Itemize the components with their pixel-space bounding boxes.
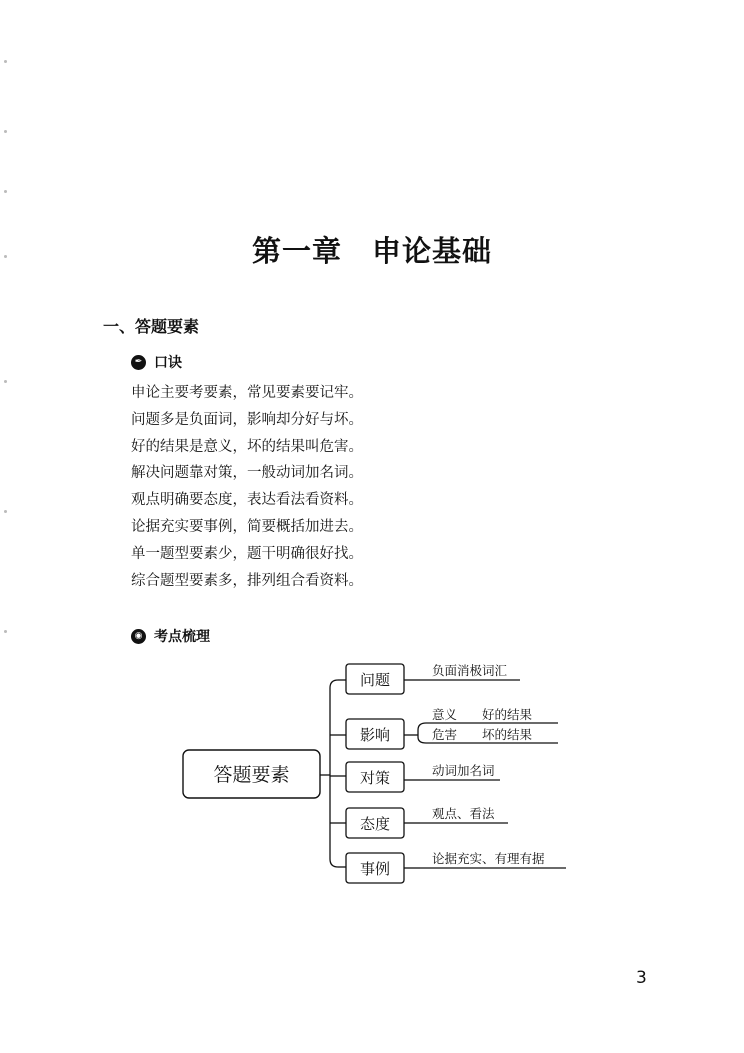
branch-label: 事例 xyxy=(359,860,391,878)
mindmap-branch xyxy=(346,762,404,792)
branch-note: 意义 好的结果 xyxy=(432,707,533,722)
branch-label: 影响 xyxy=(359,726,391,744)
branch-label: 态度 xyxy=(359,815,391,833)
branch-note: 动词加名词 xyxy=(432,763,495,778)
mindmap-branch xyxy=(346,719,404,749)
mnemonic-line: 论据充实要事例，简要概括加进去。 xyxy=(131,518,363,535)
mnemonic-line: 单一题型要素少，题干明确很好找。 xyxy=(131,545,363,562)
pen-nib-icon: ✒ xyxy=(131,355,146,370)
target-icon: ◉ xyxy=(131,629,146,644)
mnemonic-line: 解决问题靠对策，一般动词加名词。 xyxy=(131,465,363,482)
chapter-title: 第一章 申论基础 xyxy=(251,234,492,269)
mindmap-root-label: 答题要素 xyxy=(213,764,290,786)
mnemonic-line: 申论主要考要素，常见要素要记牢。 xyxy=(131,385,363,401)
mnemonic-line: 观点明确要态度，表达看法看资料。 xyxy=(131,492,363,509)
mnemonic-line: 好的结果是意义，坏的结果叫危害。 xyxy=(131,438,363,455)
page-number: 3 xyxy=(636,968,647,988)
branch-note: 危害 坏的结果 xyxy=(432,727,533,742)
mnemonic-line: 问题多是负面词，影响却分好与坏。 xyxy=(131,411,363,428)
section-heading: 一、答题要素 xyxy=(103,317,200,336)
branch-note: 负面消极词汇 xyxy=(432,663,508,678)
branch-label: 问题 xyxy=(359,671,391,689)
mindmap-branch xyxy=(346,664,404,694)
branch-note: 观点、看法 xyxy=(432,806,495,821)
branch-label: 对策 xyxy=(359,769,391,787)
mindmap-branch xyxy=(346,853,404,883)
branch-note: 论据充实、有理有据 xyxy=(432,851,545,866)
mindmap-root xyxy=(183,750,320,798)
mnemonic-heading-label: 口诀 xyxy=(154,355,182,371)
mindmap-branch xyxy=(346,808,404,838)
review-heading-label: 考点梳理 xyxy=(154,629,210,645)
mnemonic-line: 综合题型要素多，排列组合看资料。 xyxy=(131,572,363,589)
